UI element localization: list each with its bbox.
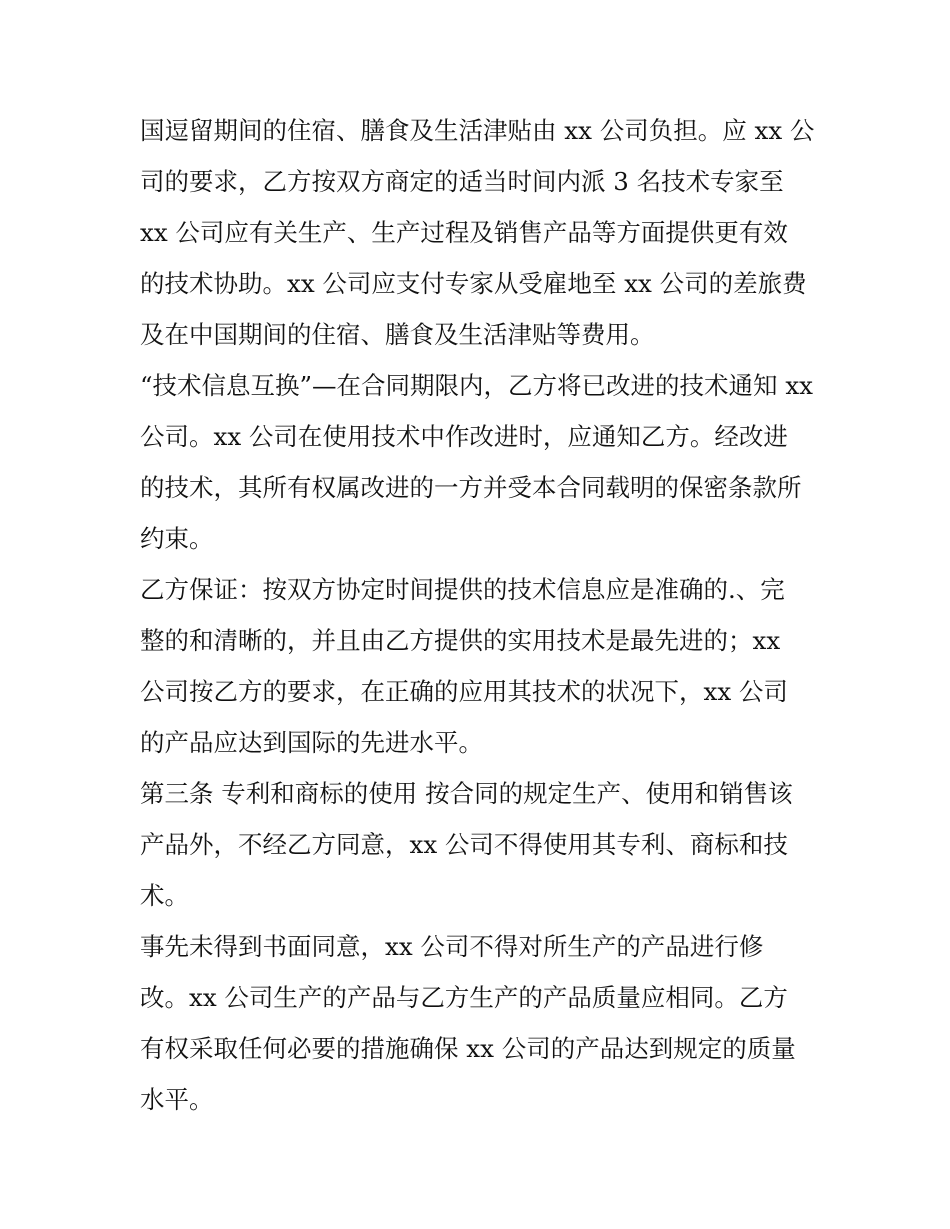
text-line: 乙方保证：按双方协定时间提供的技术信息应是准确的.、完 — [140, 575, 785, 604]
text-line: 的技术，其所有权属改进的一方并受本合同载明的保密条款所 — [140, 473, 802, 502]
text-line: 司的要求，乙方按双方商定的适当时间内派 3 名技术专家至 — [140, 167, 784, 196]
text-line: 整的和清晰的，并且由乙方提供的实用技术是最先进的；xx — [140, 626, 781, 655]
text-line: 改。xx 公司生产的产品与乙方生产的产品质量应相同。乙方 — [140, 983, 788, 1012]
text-line: 的产品应达到国际的先进水平。 — [140, 728, 483, 757]
text-line: 术。 — [140, 881, 189, 910]
text-line: 约束。 — [140, 524, 214, 553]
text-line: xx 公司应有关生产、生产过程及销售产品等方面提供更有效 — [140, 218, 788, 247]
text-line: 的技术协助。xx 公司应支付专家从受雇地至 xx 公司的差旅费 — [140, 269, 807, 298]
text-line: 事先未得到书面同意，xx 公司不得对所生产的产品进行修 — [140, 932, 764, 961]
text-line: 公司。xx 公司在使用技术中作改进时，应通知乙方。经改进 — [140, 422, 788, 451]
text-line: 国逗留期间的住宿、膳食及生活津贴由 xx 公司负担。应 xx 公 — [140, 116, 815, 145]
text-line: 产品外，不经乙方同意，xx 公司不得使用其专利、商标和技 — [140, 830, 788, 859]
text-line: 及在中国期间的住宿、膳食及生活津贴等费用。 — [140, 320, 655, 349]
text-line: “技术信息互换”—在合同期限内，乙方将已改进的技术通知 xx — [140, 371, 813, 400]
contract-text — [140, 105, 830, 1125]
text-line: 第三条 专利和商标的使用 按合同的规定生产、使用和销售该 — [140, 779, 793, 808]
text-line: 有权采取任何必要的措施确保 xx 公司的产品达到规定的质量 — [140, 1034, 796, 1063]
text-line: 公司按乙方的要求，在正确的应用其技术的状况下，xx 公司 — [140, 677, 788, 706]
text-line: 水平。 — [140, 1085, 214, 1114]
